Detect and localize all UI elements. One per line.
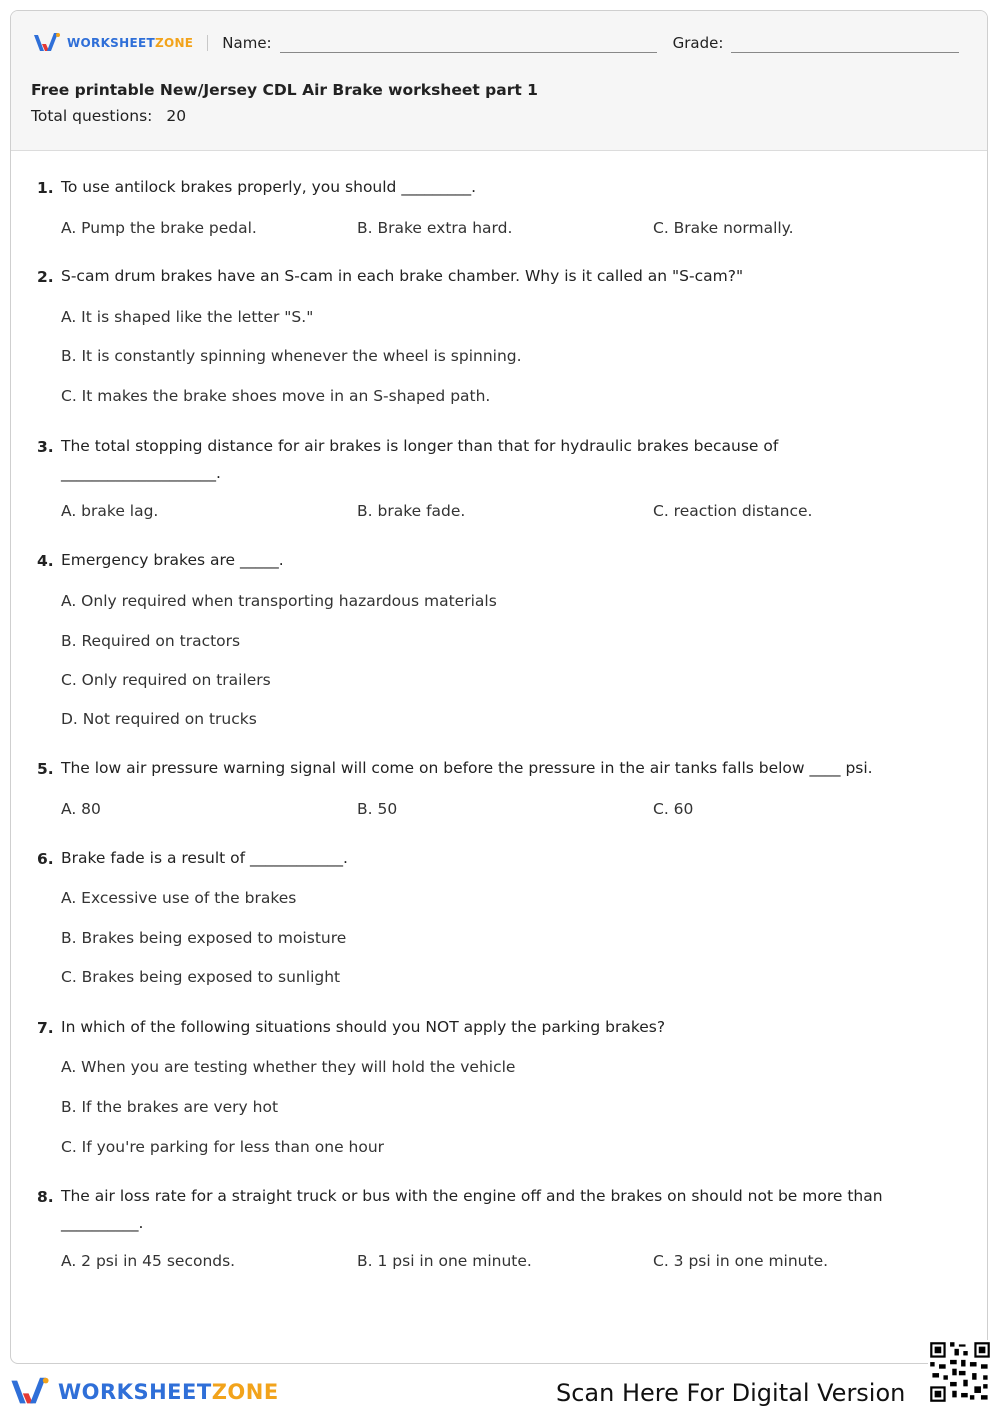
answer-option[interactable]: C. 3 psi in one minute. <box>653 1252 829 1270</box>
question-number: 4. <box>37 552 54 570</box>
answer-option[interactable]: A. It is shaped like the letter "S." <box>61 308 314 326</box>
answer-option[interactable]: C. reaction distance. <box>653 502 813 520</box>
name-field[interactable] <box>280 52 657 53</box>
question-text: S-cam drum brakes have an S-cam in each brake chamber. Why is it called an "S-cam?" <box>61 267 744 285</box>
answer-option[interactable]: B. Required on tractors <box>61 632 241 650</box>
question-number: 6. <box>37 850 54 868</box>
question-number: 2. <box>37 268 54 286</box>
question-number: 8. <box>37 1188 54 1206</box>
qr-code-icon[interactable] <box>928 1340 992 1404</box>
answer-option[interactable]: C. Brake normally. <box>653 219 794 237</box>
answer-option[interactable]: C. Brakes being exposed to sunlight <box>61 968 341 986</box>
question-text: To use antilock brakes properly, you should _________. <box>61 178 476 196</box>
answer-option[interactable]: A. Pump the brake pedal. <box>61 219 257 237</box>
total-questions-value: 20 <box>166 107 187 125</box>
question-text: The low air pressure warning signal will come on before the pressure in the air tanks falls below ____ psi. <box>61 759 873 777</box>
question-number: 7. <box>37 1019 54 1037</box>
footer-brand-word-2: ZONE <box>211 1380 279 1404</box>
answer-option[interactable]: C. Only required on trailers <box>61 671 271 689</box>
question-number: 3. <box>37 438 54 456</box>
worksheetzone-logo-icon <box>33 32 61 54</box>
answer-option[interactable]: A. When you are testing whether they will hold the vehicle <box>61 1058 516 1076</box>
answer-option[interactable]: B. 1 psi in one minute. <box>357 1252 532 1270</box>
grade-label: Grade: <box>672 34 724 52</box>
name-label: Name: <box>222 34 272 52</box>
question-text: Brake fade is a result of ____________. <box>61 849 348 867</box>
worksheet-title: Free printable New/Jersey CDL Air Brake worksheet part 1 <box>31 81 538 99</box>
question-number: 1. <box>37 179 54 197</box>
answer-option[interactable]: B. Brake extra hard. <box>357 219 513 237</box>
header-topline <box>33 31 965 55</box>
answer-option[interactable]: A. 2 psi in 45 seconds. <box>61 1252 236 1270</box>
answer-option[interactable]: D. Not required on trucks <box>61 710 257 728</box>
answer-option[interactable]: B. Brakes being exposed to moisture <box>61 929 347 947</box>
footer-brand-name <box>58 1380 279 1404</box>
worksheet-header <box>11 11 987 151</box>
brand-name <box>67 36 193 50</box>
answer-option[interactable]: C. 60 <box>653 800 694 818</box>
answer-option[interactable]: B. It is constantly spinning whenever the wheel is spinning. <box>61 347 522 365</box>
answer-option[interactable]: A. Excessive use of the brakes <box>61 889 297 907</box>
brand-word-1: WORKSHEET <box>67 36 155 50</box>
question-text: The air loss rate for a straight truck or bus with the engine off and the brakes on should not be more than __________. <box>61 1187 883 1232</box>
worksheet-page <box>10 10 988 1364</box>
answer-option[interactable]: C. If you're parking for less than one hour <box>61 1138 385 1156</box>
answer-option[interactable]: A. Only required when transporting hazardous materials <box>61 592 497 610</box>
grade-field[interactable] <box>731 52 959 53</box>
scan-caption: Scan Here For Digital Version <box>556 1379 906 1407</box>
brand-logo <box>33 32 193 54</box>
question-number: 5. <box>37 760 54 778</box>
question-text: Emergency brakes are _____. <box>61 551 284 569</box>
answer-option[interactable]: B. If the brakes are very hot <box>61 1098 279 1116</box>
answer-option[interactable]: B. 50 <box>357 800 398 818</box>
footer-brand-word-1: WORKSHEET <box>58 1380 212 1404</box>
answer-option[interactable]: A. 80 <box>61 800 101 818</box>
answer-option[interactable]: A. brake lag. <box>61 502 159 520</box>
total-questions <box>31 107 186 125</box>
question-text: In which of the following situations should you NOT apply the parking brakes? <box>61 1018 666 1036</box>
question-text: The total stopping distance for air brakes is longer than that for hydraulic brakes because of ____________________. <box>61 437 779 482</box>
brand-word-2: ZONE <box>154 36 194 50</box>
worksheetzone-logo-icon <box>10 1376 50 1408</box>
answer-option[interactable]: B. brake fade. <box>357 502 466 520</box>
total-questions-label: Total questions: <box>31 107 153 125</box>
footer-brand-logo <box>10 1376 279 1408</box>
answer-option[interactable]: C. It makes the brake shoes move in an S-shaped path. <box>61 387 491 405</box>
header-divider <box>207 35 208 51</box>
